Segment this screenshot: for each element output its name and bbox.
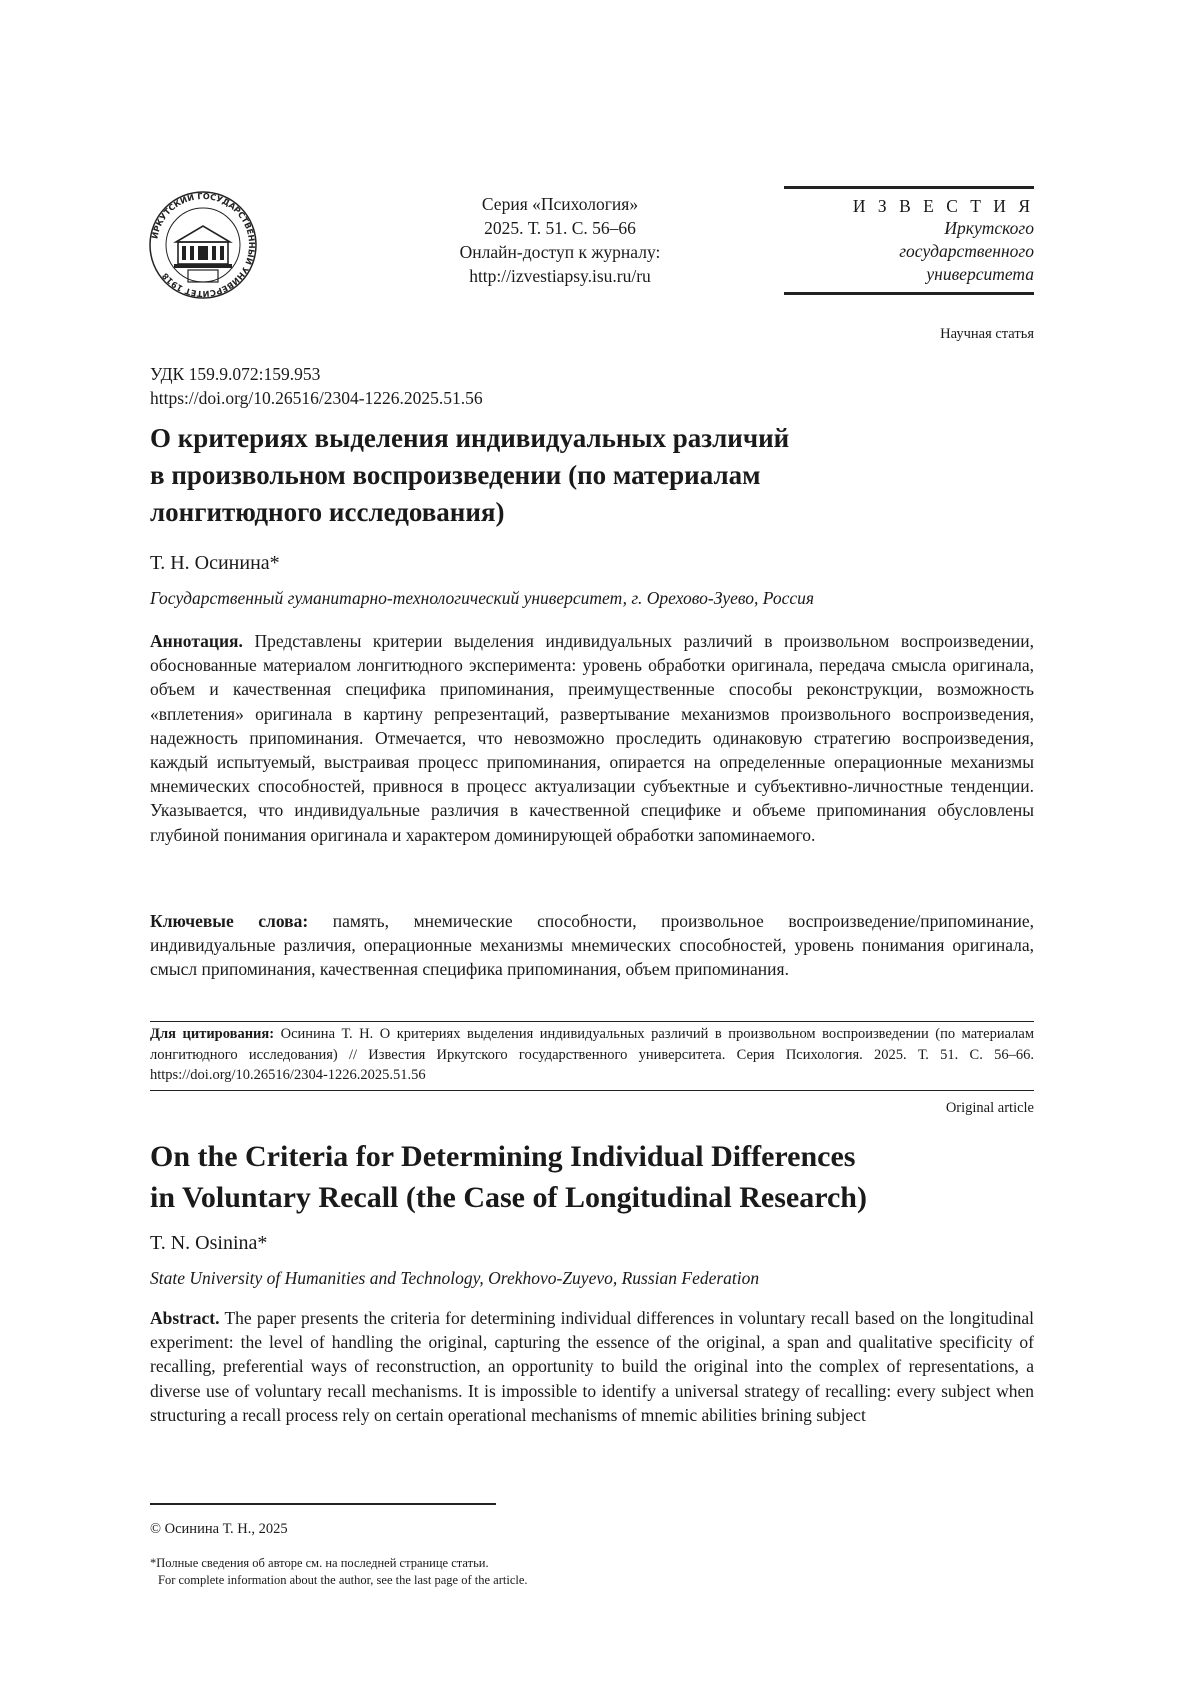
citation-text: Осинина Т. Н. О критериях выделения индивидуальных различий в произвольном воспроизведении (по материалам лонгитюдного исследования) // Известия Иркутского государственного университета. Серия Психология. 2025. Т. 51. С. 56–66. https://doi.org/10.26516/2304-1226.2025.51.56 bbox=[150, 1026, 1034, 1083]
author-footnotes bbox=[150, 1555, 528, 1589]
footnote-rule bbox=[150, 1503, 496, 1505]
author-en: T. N. Osinina* bbox=[150, 1232, 268, 1254]
series-issue: 2025. Т. 51. С. 56–66 bbox=[484, 218, 636, 238]
title-ru-line-1: О критериях выделения индивидуальных различий bbox=[150, 423, 790, 453]
title-en-line-1: On the Criteria for Determining Individual Differences bbox=[150, 1140, 856, 1173]
journal-masthead bbox=[784, 186, 1034, 295]
university-logo bbox=[148, 190, 258, 300]
article-type-ru: Научная статья bbox=[940, 326, 1034, 342]
series-url-link[interactable]: http://izvestiapsy.isu.ru/ru bbox=[469, 266, 651, 286]
affiliation-en: State University of Humanities and Technology, Orekhovo-Zuyevo, Russian Federation bbox=[150, 1268, 760, 1288]
keywords-ru-text: память, мнемические способности, произвольное воспроизведение/припоминание, индивидуальные различия, операционные механизмы мнемических способностей, уровень понимания оригинала, смысл припоминания, качественная специфика припоминания, объем припоминания. bbox=[150, 911, 1034, 980]
masthead-bottom-rule bbox=[784, 292, 1034, 295]
title-ru-line-3: лонгитюдного исследования) bbox=[150, 497, 505, 527]
abstract-ru-text: Представлены критерии выделения индивидуальных различий в произвольном воспроизведении, обоснованные материалом лонгитюдного эксперимента: уровень обработки оригинала, передача смысла оригинала, объем и качественная специфика припоминания, преимущественные способы реконструкции, возможность «вплетения» оригинала в картину репрезентаций, развертывание механизмов произвольного воспроизведения, надежность припоминания. Отмечается, что невозможно проследить одинаковую стратегию воспроизведения, каждый испытуемый, выстраивая процесс припоминания, опирается на определенные операционные механизмы мнемических способностей, привнося в процесс актуализации субъектные и субъективно-личностные тенденции. Указывается, что индивидуальные различия в качественной специфике и объеме припоминания обусловлены глубиной понимания оригинала и характером доминирующей обработки запоминаемого. bbox=[150, 631, 1035, 845]
masthead-line-2: государственного bbox=[899, 241, 1034, 261]
affiliation-ru: Государственный гуманитарно-технологический университет, г. Орехово-Зуево, Россия bbox=[150, 588, 814, 608]
keywords-ru-label: Ключевые слова: bbox=[150, 911, 309, 931]
logo-text: ИРКУТСКИЙ ГОСУДАРСТВЕННЫЙ УНИВЕРСИТЕТ 1918 bbox=[149, 190, 258, 300]
keywords-ru bbox=[150, 909, 1034, 982]
footnote-ru: *Полные сведения об авторе см. на последней странице статьи. bbox=[150, 1556, 489, 1570]
masthead-title: И З В Е С Т И Я bbox=[852, 196, 1034, 216]
masthead-line-3: университета bbox=[926, 264, 1034, 284]
abstract-ru-label: Аннотация. bbox=[150, 631, 243, 651]
udk-block bbox=[150, 362, 483, 410]
article-type-en: Original article bbox=[945, 1100, 1034, 1116]
footnote-en: For complete information about the author, see the last page of the article. bbox=[158, 1573, 528, 1587]
masthead-top-rule bbox=[784, 186, 1034, 189]
title-ru-line-2: в произвольном воспроизведении (по материалам bbox=[150, 460, 761, 490]
abstract-ru bbox=[150, 629, 1034, 847]
udk-code: УДК 159.9.072:159.953 bbox=[150, 364, 321, 384]
abstract-en bbox=[150, 1306, 1034, 1427]
series-online: Онлайн-доступ к журналу: bbox=[459, 242, 661, 262]
abstract-en-text: The paper presents the criteria for determining individual differences in voluntary recall based on the longitudinal experiment: the level of handling the original, capturing the essence of the original, a span and qualitative specificity of recalling, preferential ways of reconstruction, an opportunity to build the original into the complex of representations, a diverse use of voluntary recall mechanisms. It is impossible to identify a universal strategy of recalling: every subject when structuring a recall process rely on certain operational mechanisms of mnemic abilities brining subject bbox=[150, 1308, 1034, 1425]
citation-box bbox=[150, 1021, 1034, 1091]
abstract-en-label: Abstract. bbox=[150, 1308, 220, 1328]
article-title-en bbox=[150, 1136, 1050, 1218]
citation-label: Для цитирования: bbox=[150, 1026, 275, 1042]
series-name: Серия «Психология» bbox=[481, 194, 639, 214]
series-info bbox=[425, 192, 695, 288]
author-ru: Т. Н. Осинина* bbox=[150, 552, 280, 574]
article-title-ru bbox=[150, 420, 1050, 531]
title-en-line-2: in Voluntary Recall (the Case of Longitudinal Research) bbox=[150, 1181, 867, 1214]
masthead-line-1: Иркутского bbox=[944, 218, 1034, 238]
copyright: © Осинина Т. Н., 2025 bbox=[150, 1521, 288, 1537]
doi-link-ru[interactable]: https://doi.org/10.26516/2304-1226.2025.51.56 bbox=[150, 388, 483, 408]
